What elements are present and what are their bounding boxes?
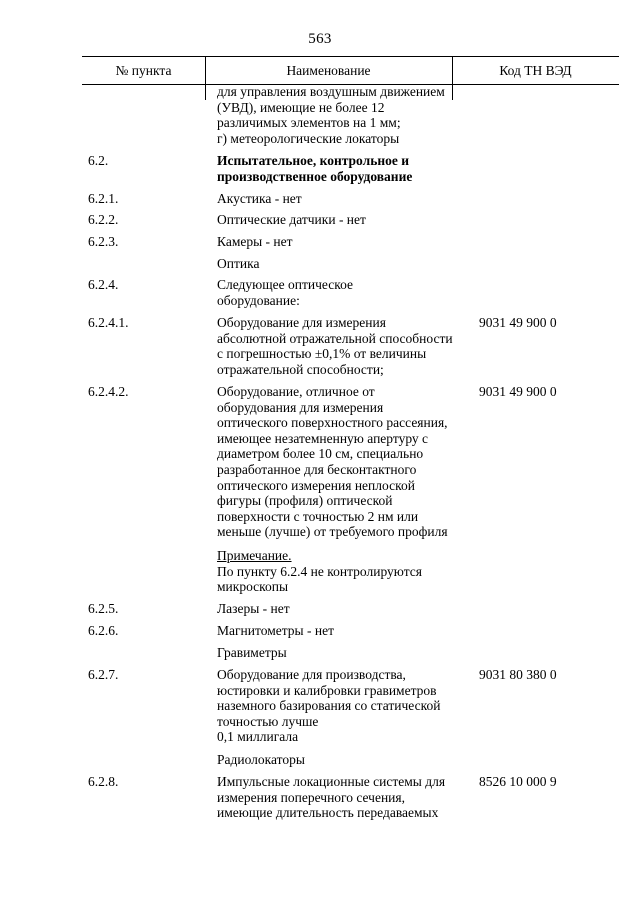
item-name-line: меньше (лучше) от требуемого профиля [217,524,448,539]
table-top-border [82,56,619,57]
item-name-line: разработанное для бесконтактного [217,462,417,477]
continuation-divider-1 [205,84,206,100]
item-name-line: наземного базирования со статической [217,698,441,713]
item-number: 6.2.3. [88,234,119,249]
header-code: Код ТН ВЭД [499,63,572,78]
item-code: 9031 49 900 0 [479,384,557,399]
item-name-line: Оборудование, отличное от [217,384,375,399]
subheading: Оптика [217,256,260,271]
item-name-line: отражательной способности; [217,362,384,377]
subheading: Радиолокаторы [217,752,305,767]
item-name: Акустика - нет [217,191,302,206]
note-line: микроскопы [217,579,289,594]
item-name-line: с погрешностью ±0,1% от величины [217,346,427,361]
item-number: 6.2.4. [88,277,119,292]
item-name-line: Следующее оптическое [217,277,354,292]
continuation-line: различимых элементов на 1 мм; [217,115,401,130]
item-name-line: Оборудование для измерения [217,315,386,330]
note-line: По пункту 6.2.4 не контролируются [217,564,422,579]
item-name: Камеры - нет [217,234,293,249]
item-number: 6.2.7. [88,667,119,682]
item-name: Оптические датчики - нет [217,212,366,227]
note-title: Примечание. [217,548,292,563]
item-number: 6.2.1. [88,191,119,206]
item-name-line: оборудования для измерения [217,400,384,415]
item-name: Лазеры - нет [217,601,290,616]
item-name-line: Оборудование для производства, [217,667,406,682]
item-number: 6.2. [88,153,109,168]
page-number: 563 [308,31,332,47]
header-name: Наименование [286,63,371,78]
item-name-line: оптического поверхностного рассеяния, [217,415,448,430]
continuation-line: для управления воздушным движением [217,84,445,99]
section-heading-line: производственное оборудование [217,169,413,184]
continuation-line: г) метеорологические локаторы [217,131,400,146]
item-number: 6.2.2. [88,212,119,227]
item-name-line: оборудование: [217,293,300,308]
continuation-line: (УВД), имеющие не более 12 [217,100,385,115]
item-name-line: имеющее незатемненную апертуру с [217,431,429,446]
item-name: Магнитометры - нет [217,623,334,638]
section-heading-line: Испытательное, контрольное и [217,153,410,168]
item-name-line: оптического измерения неплоской [217,478,415,493]
item-name-line: Импульсные локационные системы для [217,774,446,789]
item-code: 9031 80 380 0 [479,667,557,682]
header-number: № пункта [115,63,172,78]
item-name-line: диаметром более 10 см, специально [217,446,424,461]
item-number: 6.2.8. [88,774,119,789]
item-name-line: абсолютной отражательной способности [217,331,453,346]
item-name-line: точностью лучше [217,714,319,729]
item-number: 6.2.4.1. [88,315,129,330]
item-number: 6.2.6. [88,623,119,638]
item-name-line: фигуры (профиля) оптической [217,493,393,508]
item-name-line: юстировки и калибровки гравиметров [217,683,437,698]
item-number: 6.2.4.2. [88,384,129,399]
item-code: 8526 10 000 9 [479,774,557,789]
item-name-line: 0,1 миллигала [217,729,299,744]
item-name-line: поверхности с точностью 2 нм или [217,509,419,524]
continuation-divider-2 [452,84,453,100]
item-code: 9031 49 900 0 [479,315,557,330]
subheading: Гравиметры [217,645,287,660]
item-number: 6.2.5. [88,601,119,616]
item-name-line: измерения поперечного сечения, [217,790,405,805]
item-name-line: имеющие длительность передаваемых [217,805,439,820]
